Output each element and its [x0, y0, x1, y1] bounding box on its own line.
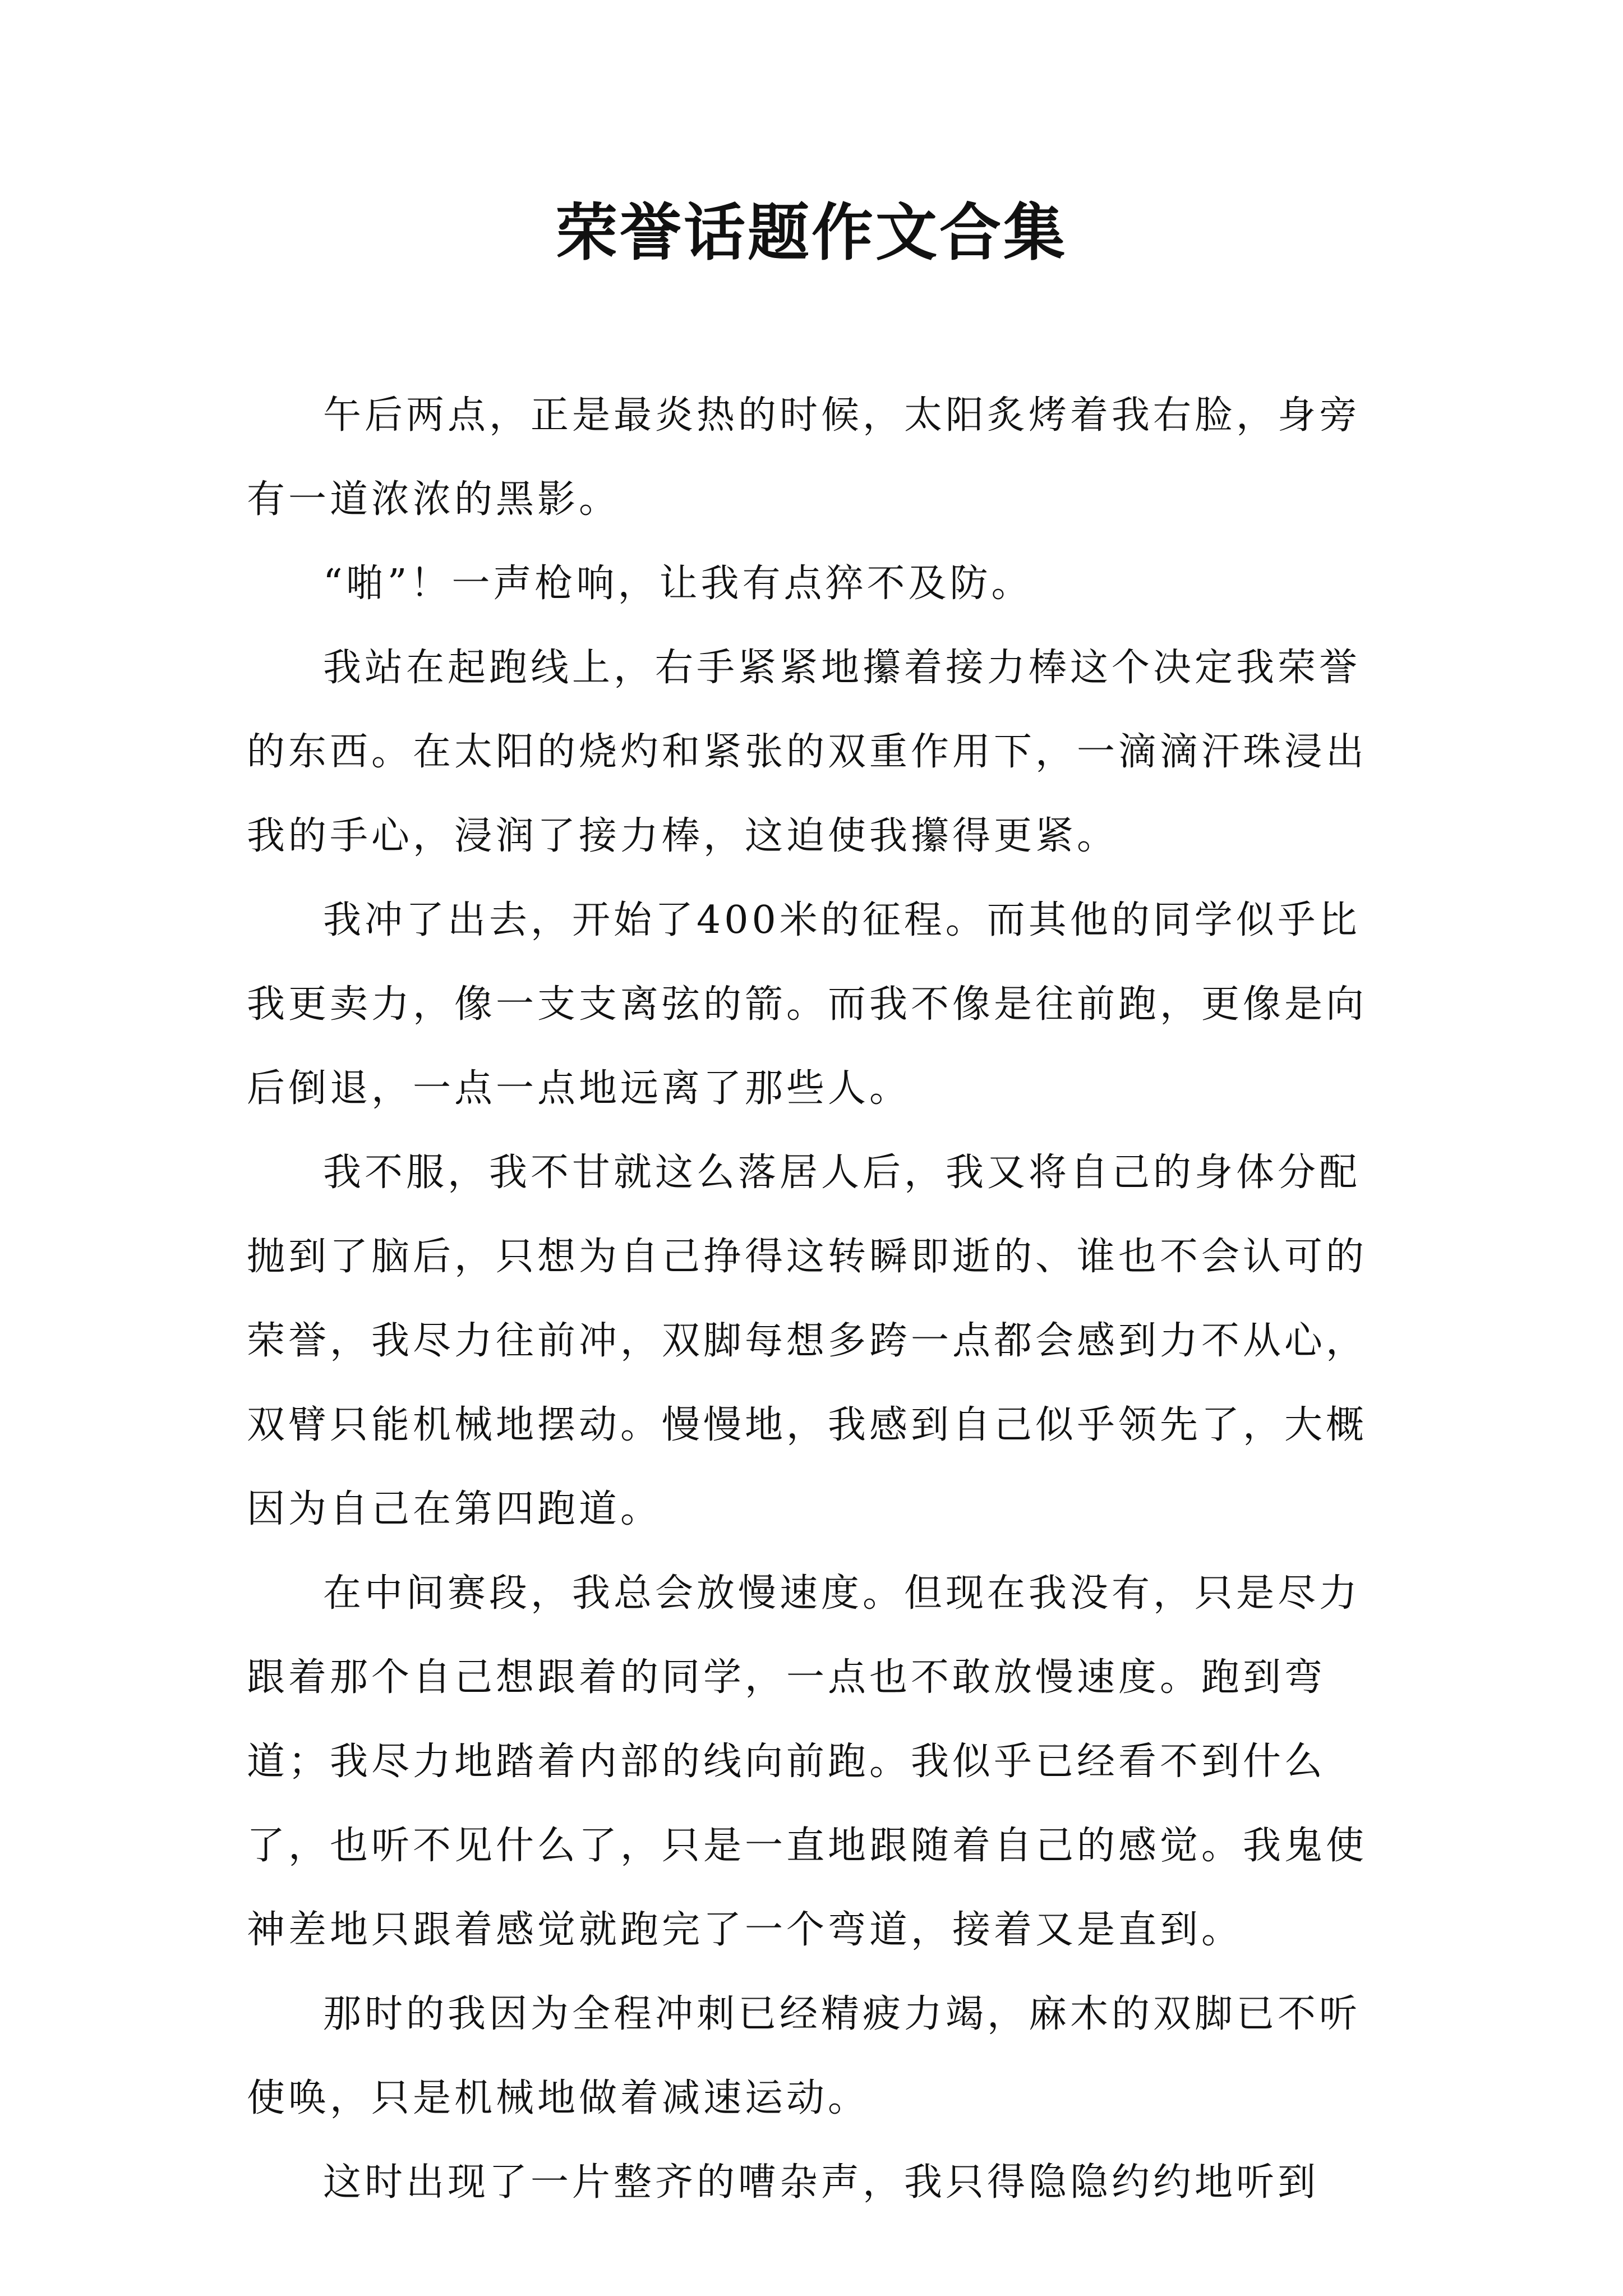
- paragraph: “啪”！一声枪响，让我有点猝不及防。: [323, 562, 1033, 606]
- paragraph: 我站在起跑线上，右手紧紧地攥着接力棒这个决定我荣誉的东西。在太阳的烧灼和紧张的双重作用下，一滴滴汗珠浸出我的手心，浸润了接力棒，这迫使我攥得更紧。: [247, 646, 1368, 858]
- paragraph: 我冲了出去，开始了400米的征程。而其他的同学似乎比我更卖力，像一支支离弦的箭。而我不像是往前跑，更像是向后倒退，一点一点地远离了那些人。: [247, 898, 1368, 1111]
- document-body: [247, 374, 1391, 2225]
- paragraph: 那时的我因为全程冲刺已经精疲力竭，麻木的双脚已不听使唤，只是机械地做着减速运动。: [247, 1992, 1361, 2120]
- paragraph: 这时出现了一片整齐的嘈杂声，我只得隐隐约约地听到: [323, 2160, 1320, 2205]
- paragraph: 在中间赛段，我总会放慢速度。但现在我没有，只是尽力跟着那个自己想跟着的同学，一点也不敢放慢速度。跑到弯道；我尽力地踏着内部的线向前跑。我似乎已经看不到什么了，也听不见什么了，只是一直地跟随着自己的感觉。我鬼使神差地只跟着感觉就跑完了一个弯道，接着又是直到。: [247, 1571, 1368, 1952]
- document-title: 荣誉话题作文合集: [556, 197, 1067, 269]
- paragraph: 我不服，我不甘就这么落居人后，我又将自己的身体分配抛到了脑后，只想为自己挣得这转瞬即逝的、谁也不会认可的荣誉，我尽力往前冲，双脚每想多跨一点都会感到力不从心，双臂只能机械地摆动。慢慢地，我感到自己似乎领先了，大概因为自己在第四跑道。: [247, 1151, 1368, 1531]
- paragraph: 午后两点，正是最炎热的时候，太阳炙烤着我右脸，身旁有一道浓浓的黑影。: [247, 393, 1361, 522]
